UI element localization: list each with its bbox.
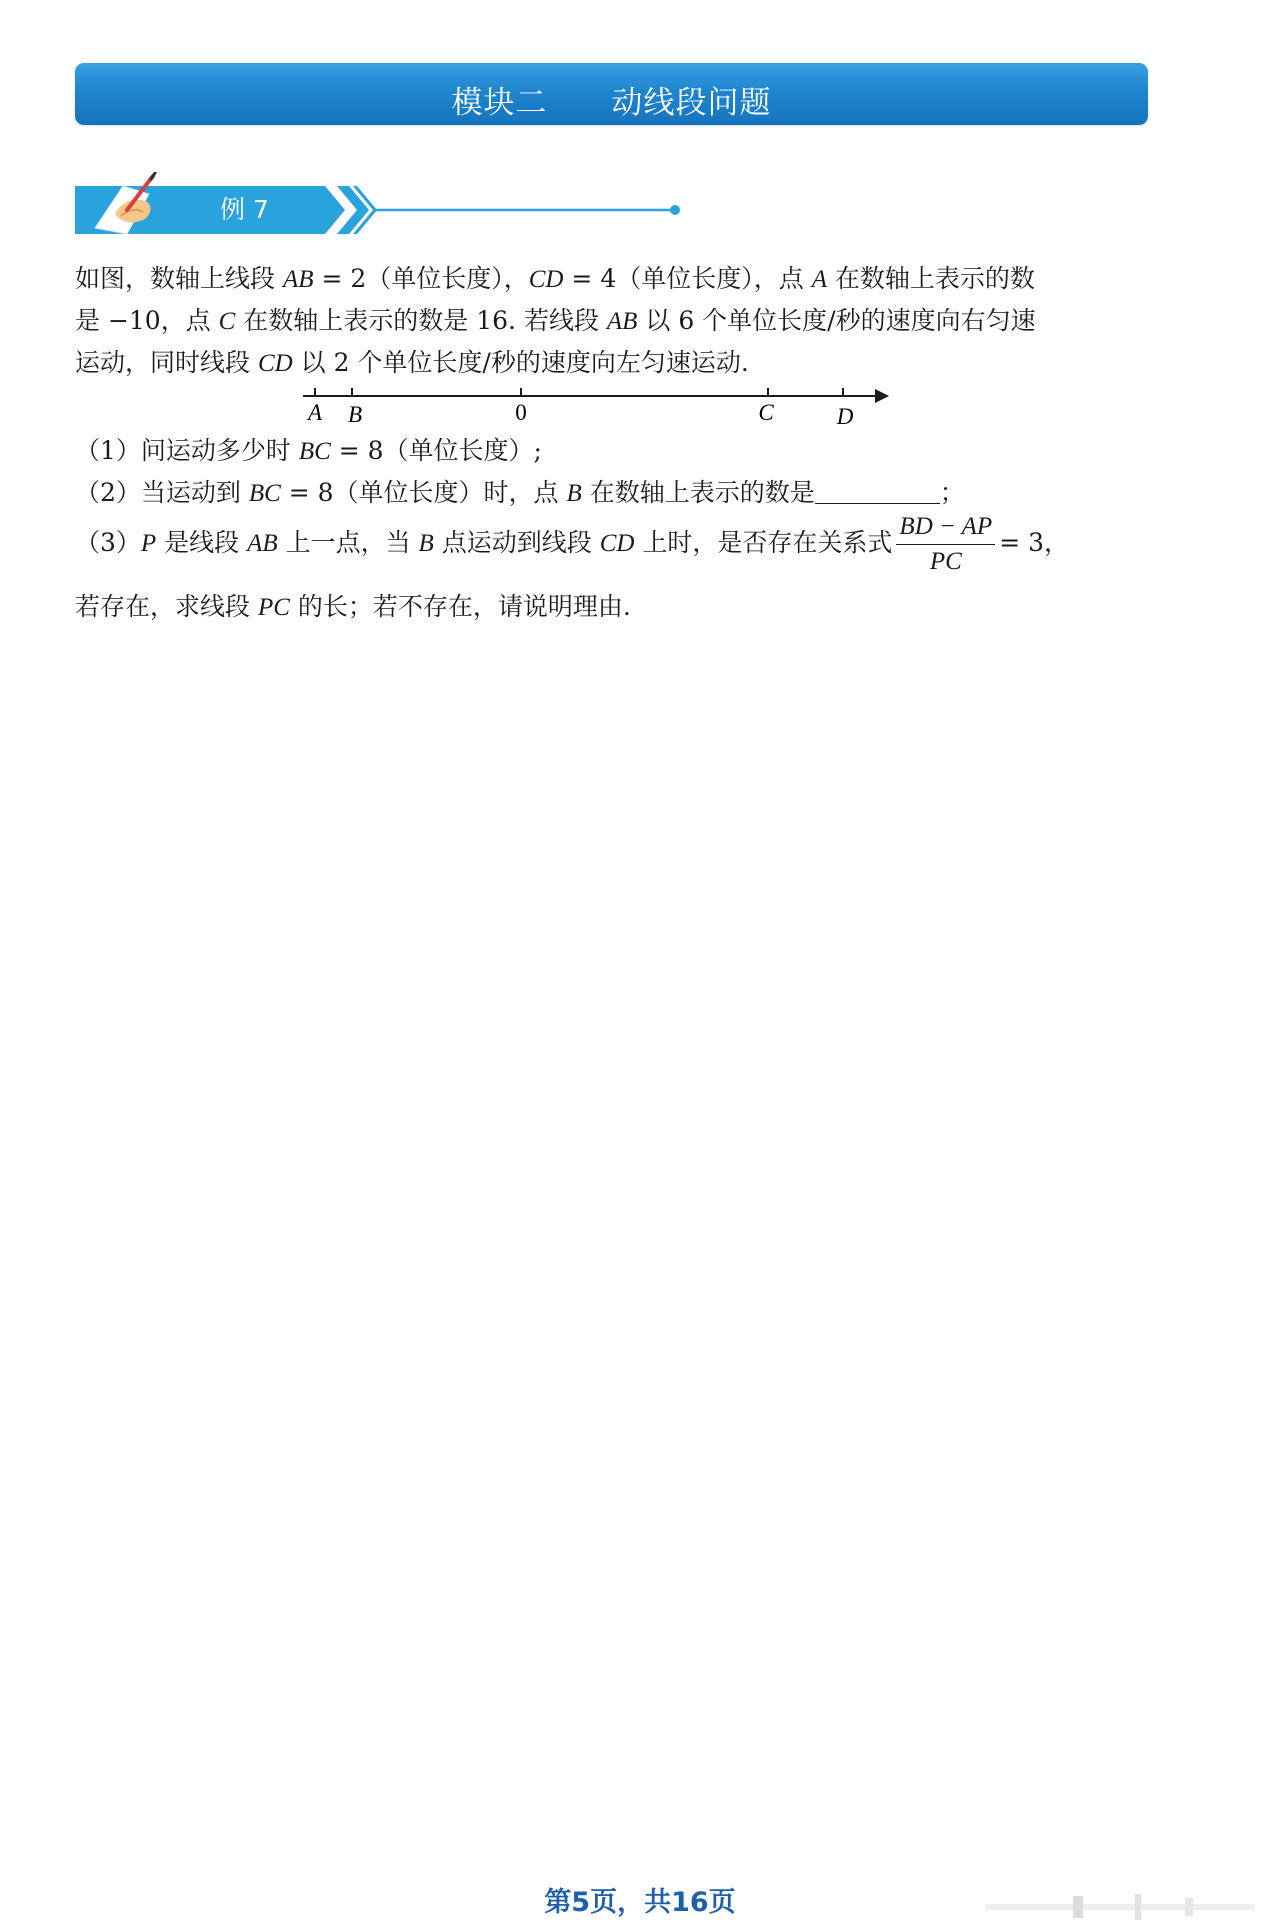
math-var: PC [257,594,290,621]
text: 的长；若不存在，请说明理由. [289,592,631,621]
label-c: C [758,400,774,425]
module-title: 模块二 动线段问题 [451,85,772,121]
math-var: AB [282,266,314,293]
text: = 4（单位长度），点 [563,264,812,293]
page-footer: 第5页，共16页 [544,1887,736,1918]
fraction [896,512,995,577]
fraction-denominator: PC [929,548,962,575]
question-2 [75,474,965,513]
text: （2）当运动到 [75,478,249,507]
question-3 [75,512,1069,577]
text: 在数轴上表示的数 [826,264,1035,293]
text: （1）问运动多少时 [75,436,299,465]
problem-line-3 [75,342,1155,384]
text: 在数轴上表示的数是 [581,478,815,507]
fraction-numerator: BD − AP [896,512,995,545]
problem-line-2 [75,300,1155,342]
text: 是 −10，点 [75,306,219,335]
text: 如图，数轴上线段 [75,264,283,293]
example-header [75,180,695,240]
hand-writing-icon [87,172,167,238]
answer-blank [815,477,940,504]
math-var: CD [528,266,564,293]
module-banner [75,63,1148,125]
number-line-arrow [875,389,889,403]
math-var: C [218,308,236,335]
math-var: BC [298,438,331,465]
math-var: B [566,480,582,507]
label-zero: 0 [515,400,527,425]
page-edge-marks [985,1890,1255,1924]
math-var: CD [599,530,635,557]
problem-line-1 [75,258,1155,300]
text: 以 2 个单位长度/秒的速度向左匀速运动. [292,348,749,377]
text: 上一点，当 [277,528,419,557]
math-var: P [140,530,157,557]
math-var: CD [257,350,293,377]
math-var: AB [247,530,278,557]
text: = 3， [999,528,1070,557]
example-banner-graphic [75,180,695,240]
math-var: B [418,530,434,557]
text: = 8（单位长度）; [330,436,542,465]
text: = 2（单位长度）， [313,264,529,293]
math-var: A [811,266,827,293]
text: 点运动到线段 [433,528,600,557]
text: ； [939,478,965,507]
text: 运动，同时线段 [75,348,258,377]
problem-statement [75,258,1155,384]
text: 以 6 个单位长度/秒的速度向右匀速 [637,306,1036,335]
question-1 [75,432,542,471]
math-var: BC [248,480,281,507]
question-3-continued [75,588,631,627]
label-a: A [307,400,323,425]
text: 若存在，求线段 [75,592,258,621]
text: 是线段 [156,528,248,557]
math-var: AB [606,308,638,335]
text: = 8（单位长度）时，点 [280,478,567,507]
number-line [295,384,895,434]
label-d: D [836,404,854,429]
text: 上时，是否存在关系式 [634,528,893,557]
text: 在数轴上表示的数是 16. 若线段 [235,306,607,335]
example-label: 例 7 [220,195,269,224]
text: （3） [75,528,141,557]
label-b: B [347,402,363,427]
